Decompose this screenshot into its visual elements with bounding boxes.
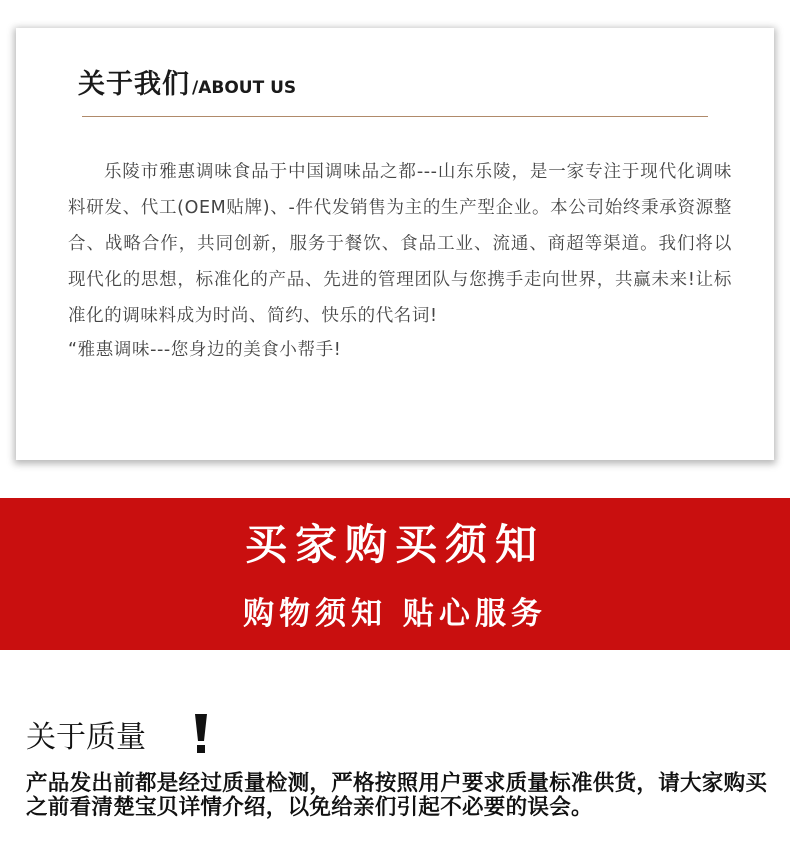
exclamation-icon — [194, 714, 208, 754]
buyer-notice-banner — [0, 498, 790, 650]
about-title-cn: 关于我们 — [78, 69, 190, 100]
about-us-card — [16, 28, 774, 460]
heading-divider — [82, 116, 708, 117]
about-heading — [78, 62, 296, 101]
banner-subtitle: 购物须知 贴心服务 — [243, 596, 547, 632]
quality-heading: 关于质量 — [26, 720, 146, 755]
about-paragraph: 乐陵市雅惠调味食品于中国调味品之都---山东乐陵，是一家专注于现代化调味料研发、代工(OEM贴牌)、-件代发销售为主的生产型企业。本公司始终秉承资源整合、战略合作，共同创新，服务于餐饮、食品工业、流通、商超等渠道。我们将以现代化的思想，标准化的产品、先进的管理团队与您携手走向世界，共赢未来!让标准化的调味料成为时尚、简约、快乐的代名词! — [68, 162, 732, 326]
banner-title: 买家购买须知 — [244, 520, 545, 569]
about-title-en: /ABOUT US — [192, 78, 297, 98]
about-body — [68, 154, 732, 366]
about-slogan: “雅惠调味---您身边的美食小帮手! — [68, 340, 342, 360]
quality-text: 产品发出前都是经过质量检测，严格按照用户要求质量标准供货，请大家购买之前看清楚宝贝详情介绍，以免给亲们引起不必要的误会。 — [26, 771, 768, 820]
